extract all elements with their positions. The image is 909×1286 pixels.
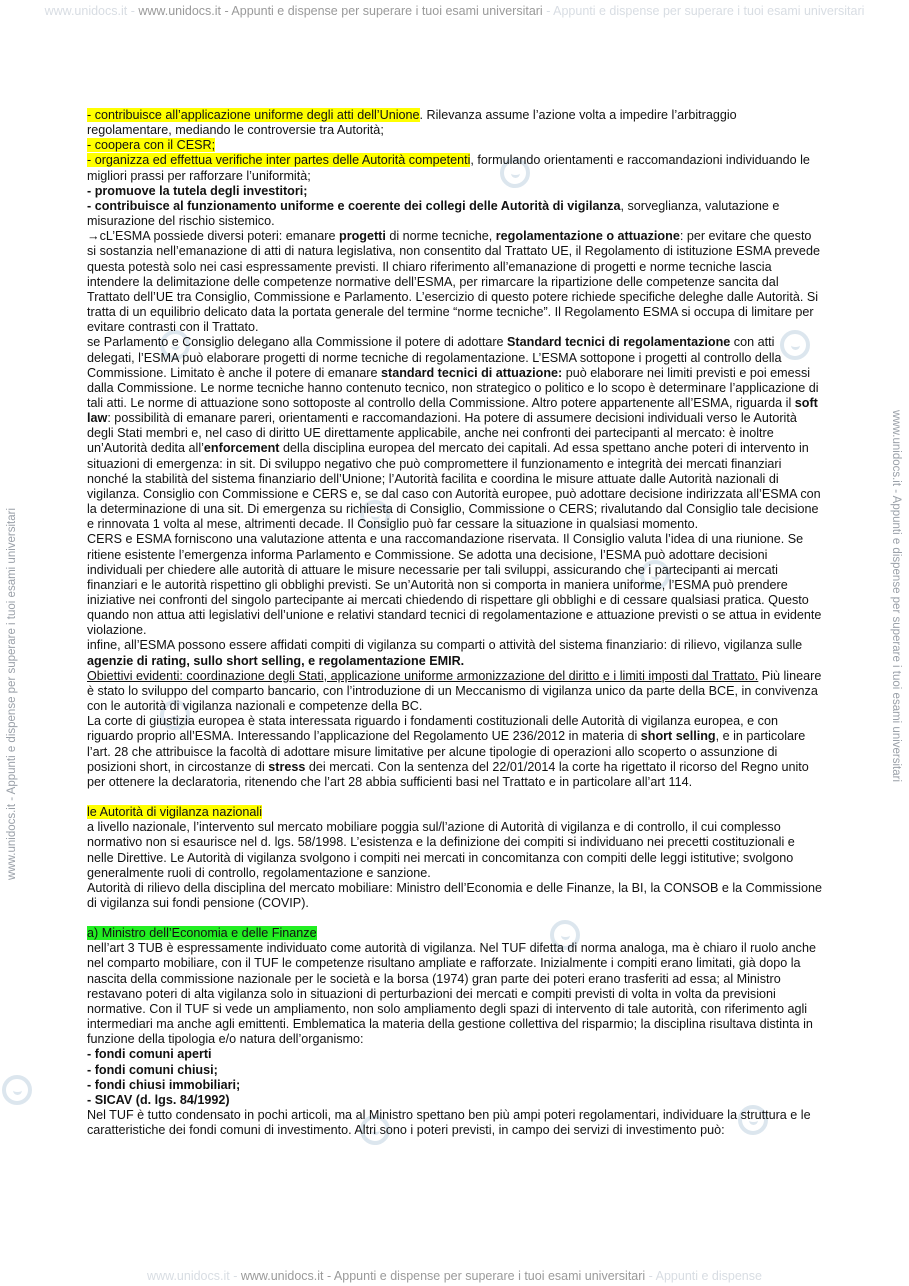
paragraph-tuf: Nel TUF è tutto condensato in pochi articoli, ma al Ministro spettano ben più ampi poteri regolamentari, individuare la struttura e le caratteristiche dei fondi comuni di investimento. Altri sono i poteri previsti, in campo dei servizi di investimento può:: [87, 1108, 811, 1138]
paragraph-rilievo: Autorità di rilievo della disciplina del mercato mobiliare: Ministro dell’Economia e delle Finanze, la BI, la CONSOB e la Commissione di vigilanza sui fondi pensione (COVIP).: [87, 880, 822, 910]
list-item: - contribuisce al funzionamento uniforme e coerente dei collegi delle Autorità di vigilanza, sorveglianza, valutazione e misurazione del rischio sistemico.: [87, 198, 780, 229]
list-item: - organizza ed effettua verifiche inter partes delle Autorità competenti, formulando orientamenti e raccomandazioni individuando le migliori prassi per rafforzare l’uniformità;: [87, 153, 810, 183]
paragraph-deleghe: se Parlamento e Consiglio delegano alla Commissione il potere di adottare Standard tecnici di regolamentazione con atti delegati, l’ESMA può elaborare progetti di norme tecniche di regolamentazione. L’ESMA sottopone i progetti al controllo della Commissione. Limitato è anche il potere di emanare standard tecnici di attuazione: può elaborare nei limiti previsti e poi emessi dalla Commissione. Le norme tecniche hanno contenuto tecnico, non strategico o politico e lo scopo è determinare l’applicazione di tali atti. Le norme di attuazione sono sottoposte al controllo della Commissione. Altro potere appartenente all’ESMA, riguarda il soft law: possibilità di emanare pareri, orientamenti e raccomandazioni. Ha potere di assumere decisioni individuali verso le Autorità degli Stati membri e, nel caso di diritto UE direttamente applicabile, anche nei confronti dei partecipanti al mercato: è inoltre un’Autorità dedita all’enforcement della disciplina europea del mercato dei capitali. Ad essa spettano anche poteri di intervento in situazioni di emergenza: in sit. Di sviluppo negativo che può compromettere il funzionamento e integrità dei mercati finanziari nonché la stabilità del sistema finanziario dell’Unione; l’Autorità facilita e coordina le misure attuate dalle Autorità nazionali di vigilanza. Consiglio con Commissione e CERS e, se dal caso con Autorità europee, può adottare decisione indirizzata all’ESMA con la determinazione di una sit. Di emergenza su richiesta di Consiglio, Commissione o CERS; rivalutando dal Consiglio tale decisione e rinnovata 1 volta al mese, altrimenti decade. Il Consiglio può far cessare la situazione in qualsiasi momento.: [87, 335, 821, 532]
left-side-watermark: www.unidocs.it - Appunti e dispense per superare i tuoi esami universitari: [6, 507, 18, 880]
document-body: [87, 108, 823, 1138]
section-heading: le Autorità di vigilanza nazionali: [87, 805, 263, 820]
right-side-watermark: www.unidocs.it - Appunti e dispense per superare i tuoi esami universitari: [890, 410, 902, 783]
paragraph-cers: CERS e ESMA forniscono una valutazione attenta e una raccomandazione riservata. Il Consiglio valuta l’idea di una riunione. Se ritiene esistente l’emergenza informa Parlamento e Commissione. Se adotta una decisione, l’ESMA può adottare decisioni individuali per chiedere alle autorità di attuare le misure necessarie per tali sviluppi, assicurando che i partecipanti ai mercati finanziari e le autorità rispettino gli obblighi previsti. Se un’Autorità non si comporta in maniera uniforme, l’ESMA può prendere iniziative nei confronti del singolo partecipante ai mercati chiedendo di rispettare gli obblighi e di cessare qualsiasi pratica. Questo quando non attua atti legislativi dell’unione e relativi standard tecnici di regolamentazione e attuazione previsti o se attua in evidente violazione.: [87, 532, 822, 638]
header-watermark: www.unidocs.it - www.unidocs.it - Appunti e dispense per superare i tuoi esami universitari - Appunti e dispense per superare i tuoi esami universitari: [44, 4, 865, 18]
list-item: - coopera con il CESR;: [87, 138, 216, 153]
unidocs-logo-icon: [2, 1075, 32, 1105]
list-item: - fondi chiusi immobiliari;: [87, 1077, 241, 1092]
list-item: - promuove la tutela degli investitori;: [87, 183, 308, 198]
paragraph-corte: La corte di giustizia europea è stata interessata riguardo i fondamenti costituzionali delle Autorità di vigilanza europea, e con riguardo proprio all’ESMA. Interessando l’applicazione del Regolamento UE 236/2012 in materia di short selling, e in particolare l’art. 28 che attribuisce la facoltà di adottare misure limitative per alcune tipologie di operazioni allo scoperto o assunzione di posizioni short, in circostanze di stress dei mercati. Con la sentenza del 22/01/2014 la corte ha rigettato il ricorso del Regno unito per ottenere la declaratoria, ritenendo che l’art 28 abbia sufficienti basi nel Trattato e in particolare all’art 114.: [87, 714, 809, 789]
list-item: - fondi comuni chiusi;: [87, 1062, 218, 1077]
paragraph-ministro: nell’art 3 TUB è espressamente individuato come autorità di vigilanza. Nel TUF difetta di norma analoga, ma è chiaro il ruolo anche nel comparto mobiliare, con il TUF le competenze risultano ampliate e rafforzate. Inizialmente i compiti erano limitati, già dopo la nascita della commissione nazionale per le società e la borsa (1974) gran parte dei poteri erano trasferiti ad essa; al Ministro restavano poteri di alta vigilanza solo in situazioni di perturbazioni dei mercati e compiti previsti di volta in volta da previsioni normative. Con il TUF si vede un ampliamento, non solo ampliamento degli spazi di intervento di tale autorità, con riferimento agli intermediari ma anche agli emittenti. Emblematica la materia della gestione collettiva del risparmio; la disciplina risultava distinta in funzione della tipologia e/o natura dell’organismo:: [87, 941, 816, 1047]
footer-watermark: www.unidocs.it - www.unidocs.it - Appunti e dispense per superare i tuoi esami universitari - Appunti e dispense: [147, 1269, 762, 1283]
section-heading: a) Ministro dell’Economia e delle Finanze: [87, 926, 317, 941]
paragraph-obiettivi: Obiettivi evidenti: coordinazione degli Stati, applicazione uniforme armonizzazione del diritto e i limiti imposti dal Trattato. Più lineare è stato lo sviluppo del comparto bancario, con l’introduzione di un Meccanismo di vigilanza unico da parte della BCE, in convivenza con le autorità di vigilanza nazionali e competenze della BC.: [87, 668, 822, 714]
list-item: - contribuisce all’applicazione uniforme degli atti dell’Unione. Rilevanza assume l’azione volta a impedire l’arbitraggio regolamentare, mediando le controversie tra Autorità;: [87, 108, 737, 138]
paragraph-poteri: →cL’ESMA possiede diversi poteri: emanare progetti di norme tecniche, regolamentazione o attuazione: per evitare che questo si sostanzia nell’emanazione di atti di natura legislativa, non consentito dal Trattato UE, il Regolamento di istituzione ESMA prevede questa potestà solo nei casi espressamente previsti. Il chiaro riferimento all’emanazione di progetti e norme tecniche lascia intendere la delimitazione delle competenze normative dell’ESMA, per rimarcare la ripartizione delle competenze sancita dal Trattato dell’UE tra Consiglio, Commissione e Parlamento. L’esercizio di questo potere richiede specifiche deleghe dalle Autorità. Si tratta di un equilibrio delicato data la portata generale del termine “norme tecniche”. Il Regolamento ESMA si occupa di limitare per evitare contrasti con il Trattato.: [87, 229, 820, 335]
list-item: - fondi comuni aperti: [87, 1047, 212, 1062]
paragraph-infine: infine, all’ESMA possono essere affidati compiti di vigilanza su comparti o attività del sistema finanziario: di rilievo, vigilanza sulle agenzie di rating, sullo short selling, e regolamentazione EMIR.: [87, 638, 803, 668]
paragraph-nazionali: a livello nazionale, l’intervento sul mercato mobiliare poggia sul/l’azione di Autorità di vigilanza e di controllo, il cui complesso normativo non si esaurisce nel d. lgs. 58/1998. L’esistenza e la definizione dei compiti si individuano nei precetti costituzionali e nelle Direttive. Le Autorità di vigilanza svolgono i compiti nei mercati in concomitanza con compiti delle leggi istitutive; svolgono generalmente ruoli di controllo, regolamentazione e sanzione.: [87, 820, 795, 880]
list-item: - SICAV (d. lgs. 84/1992): [87, 1092, 230, 1107]
